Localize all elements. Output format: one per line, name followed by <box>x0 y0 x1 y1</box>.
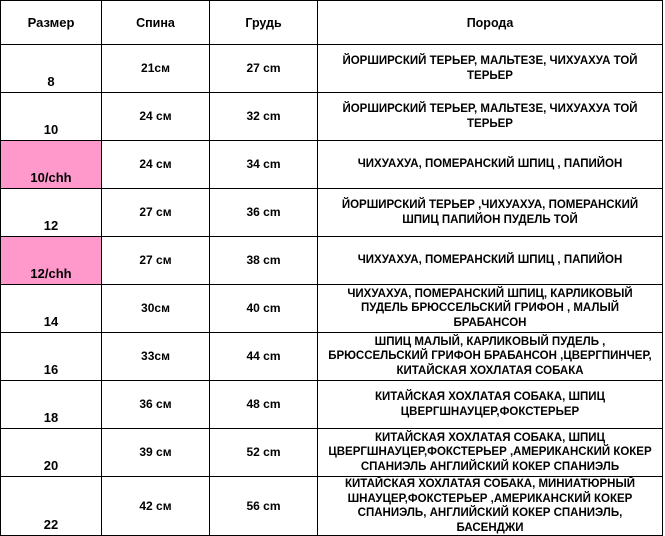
cell-back: 30см <box>102 285 210 333</box>
cell-breed: ЙОРШИРСКИЙ ТЕРЬЕР ,ЧИХУАХУА, ПОМЕРАНСКИЙ ШПИЦ ПАПИЙОН ПУДЕЛЬ ТОЙ <box>318 189 663 237</box>
table-row <box>1 333 663 381</box>
cell-size-highlighted: 10/chh <box>1 141 102 189</box>
cell-size: 22 <box>1 477 102 536</box>
cell-chest: 52 cm <box>210 429 318 477</box>
table-row <box>1 93 663 141</box>
cell-back: 24 см <box>102 93 210 141</box>
cell-size: 18 <box>1 381 102 429</box>
cell-chest: 36 cm <box>210 189 318 237</box>
cell-breed: КИТАЙСКАЯ ХОХЛАТАЯ СОБАКА, ШПИЦ ЦВЕРГШНАУЦЕР,ФОКСТЕРЬЕР ,АМЕРИКАНСКИЙ КОКЕР СПАНИЭЛЬ АНГЛИЙСКИЙ КОКЕР СПАНИЭЛЬ <box>318 429 663 477</box>
cell-breed: ЧИХУАХУА, ПОМЕРАНСКИЙ ШПИЦ , ПАПИЙОН <box>318 141 663 189</box>
cell-chest: 32 cm <box>210 93 318 141</box>
header-chest: Грудь <box>210 1 318 45</box>
cell-breed: ЧИХУАХУА, ПОМЕРАНСКИЙ ШПИЦ , ПАПИЙОН <box>318 237 663 285</box>
table-row <box>1 141 663 189</box>
cell-back: 27 см <box>102 237 210 285</box>
table-row <box>1 45 663 93</box>
cell-breed: КИТАЙСКАЯ ХОХЛАТАЯ СОБАКА, МИНИАТЮРНЫЙ ШНАУЦЕР,ФОКСТЕРЬЕР ,АМЕРИКАНСКИЙ КОКЕР СПАНИЭЛЬ, АНГЛИЙСКИЙ КОКЕР СПАНИЭЛЬ, БАСЕНДЖИ <box>318 477 663 536</box>
cell-back: 36 см <box>102 381 210 429</box>
cell-breed: ШПИЦ МАЛЫЙ, КАРЛИКОВЫЙ ПУДЕЛЬ , БРЮССЕЛЬСКИЙ ГРИФОН БРАБАНСОН ,ЦВЕРГПИНЧЕР, КИТАЙСКАЯ ХОХЛАТАЯ СОБАКА <box>318 333 663 381</box>
cell-size: 14 <box>1 285 102 333</box>
cell-back: 39 см <box>102 429 210 477</box>
cell-back: 27 см <box>102 189 210 237</box>
table-row <box>1 429 663 477</box>
cell-breed: ЙОРШИРСКИЙ ТЕРЬЕР, МАЛЬТЕЗЕ, ЧИХУАХУА ТОЙ ТЕРЬЕР <box>318 93 663 141</box>
cell-breed: ЧИХУАХУА, ПОМЕРАНСКИЙ ШПИЦ, КАРЛИКОВЫЙ ПУДЕЛЬ БРЮССЕЛЬСКИЙ ГРИФОН , МАЛЫЙ БРАБАНСОН <box>318 285 663 333</box>
cell-chest: 48 cm <box>210 381 318 429</box>
cell-chest: 38 cm <box>210 237 318 285</box>
header-size: Размер <box>1 1 102 45</box>
cell-back: 33см <box>102 333 210 381</box>
header-breed: Порода <box>318 1 663 45</box>
cell-chest: 34 cm <box>210 141 318 189</box>
table-row <box>1 189 663 237</box>
cell-back: 42 см <box>102 477 210 536</box>
header-row <box>1 1 663 45</box>
cell-chest: 40 cm <box>210 285 318 333</box>
cell-size: 12 <box>1 189 102 237</box>
table-row <box>1 285 663 333</box>
cell-chest: 44 cm <box>210 333 318 381</box>
cell-chest: 27 cm <box>210 45 318 93</box>
table-row <box>1 477 663 536</box>
table-row <box>1 237 663 285</box>
header-back: Спина <box>102 1 210 45</box>
cell-back: 24 см <box>102 141 210 189</box>
table-row <box>1 381 663 429</box>
cell-size: 16 <box>1 333 102 381</box>
cell-back: 21см <box>102 45 210 93</box>
cell-breed: ЙОРШИРСКИЙ ТЕРЬЕР, МАЛЬТЕЗЕ, ЧИХУАХУА ТОЙ ТЕРЬЕР <box>318 45 663 93</box>
cell-size-highlighted: 12/chh <box>1 237 102 285</box>
cell-size: 8 <box>1 45 102 93</box>
cell-breed: КИТАЙСКАЯ ХОХЛАТАЯ СОБАКА, ШПИЦ ЦВЕРГШНАУЦЕР,ФОКСТЕРЬЕР <box>318 381 663 429</box>
cell-size: 20 <box>1 429 102 477</box>
cell-chest: 56 cm <box>210 477 318 536</box>
cell-size: 10 <box>1 93 102 141</box>
